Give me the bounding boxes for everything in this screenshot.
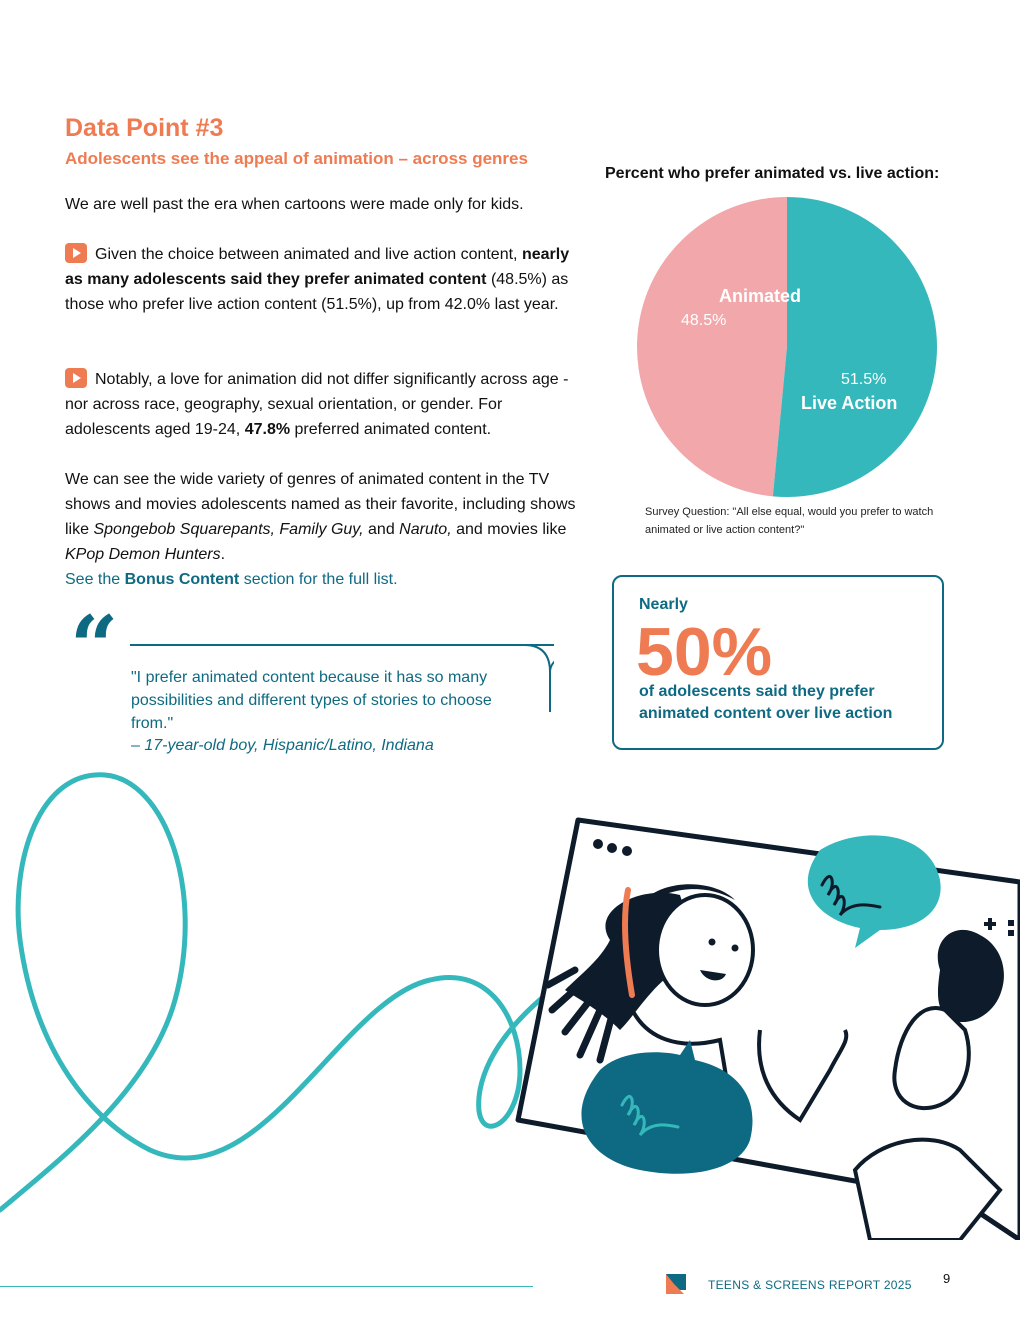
quote-text: "I prefer animated content because it has so many possibilities and different types of stories to choose from.": [131, 669, 492, 732]
chart-title: Percent who prefer animated vs. live action:: [605, 165, 940, 182]
page-subtitle: Adolescents see the appeal of animation – across genres: [65, 149, 528, 168]
genres-pre: We can see the wide variety of genres of animated content in the TV shows and movies adolescents named as their favorite, including shows like: [65, 471, 576, 538]
bullet1-pre: Given the choice between animated and live action content,: [95, 246, 518, 263]
genres-movies: and movies like: [456, 521, 567, 538]
bullet-paragraph-1: [65, 242, 585, 317]
quote-mark-icon: “: [70, 597, 119, 696]
pie-value-live-action: 51.5%: [841, 371, 887, 388]
stat-description: of adolescents said they prefer animated content over live action: [639, 683, 893, 722]
genres-and: and: [368, 521, 395, 538]
video-call-illustration: [0, 770, 1020, 1240]
genres-period: .: [220, 546, 226, 563]
pie-slice-live-action: [773, 197, 937, 497]
report-name: TEENS & SCREENS REPORT 2025: [708, 1278, 912, 1292]
show-family-guy: Family Guy,: [279, 521, 364, 538]
genres-paragraph: [65, 467, 585, 592]
survey-question: Survey Question: "All else equal, would you prefer to watch animated or live action content?": [645, 506, 934, 536]
movie-kpop: KPop Demon Hunters: [65, 546, 221, 563]
bullet2-post: preferred animated content.: [294, 421, 492, 438]
report-logo-icon: [664, 1272, 690, 1296]
pie-slice-animated: [637, 197, 787, 496]
bullet2-bold: 47.8%: [244, 421, 291, 438]
bullet1-post: (48.5%) as those who prefer live action content (51.5%), up from 42.0% last year.: [65, 271, 569, 313]
intro-text: We are well past the era when cartoons were made only for kids.: [65, 196, 524, 213]
play-bullet-icon: [65, 368, 87, 388]
pie-value-animated: 48.5%: [681, 312, 727, 329]
pie-label-live-action: Live Action: [801, 393, 898, 413]
page-title: Data Point #3: [65, 114, 224, 142]
show-naruto: Naruto,: [399, 521, 452, 538]
show-spongebob: Spongebob Squarepants,: [93, 521, 275, 538]
see-pre: See the: [65, 571, 121, 588]
pie-chart: [630, 190, 946, 506]
bullet1-bold: nearly as many adolescents said they prefer animated content: [65, 246, 570, 288]
play-bullet-icon: [65, 243, 87, 263]
footer-divider: [0, 1286, 533, 1287]
page-number: 9: [943, 1271, 951, 1286]
bullet2-pre: Notably, a love for animation did not differ significantly across age - nor across race, geography, sexual orientation, or gender. For adolescents aged 19-24,: [65, 371, 569, 438]
intro-paragraph: [65, 192, 585, 217]
girl-face: [657, 895, 753, 1005]
quote-attribution: – 17-year-old boy, Hispanic/Latino, Indiana: [131, 737, 434, 754]
bullet-paragraph-2: [65, 367, 585, 442]
stat-percentage: 50%: [636, 614, 773, 690]
bonus-content-link[interactable]: Bonus Content: [124, 571, 240, 588]
stat-lead: Nearly: [639, 596, 688, 613]
stat-callout-box: [612, 575, 944, 750]
pie-label-animated: Animated: [719, 286, 802, 306]
see-post: section for the full list.: [243, 571, 398, 588]
